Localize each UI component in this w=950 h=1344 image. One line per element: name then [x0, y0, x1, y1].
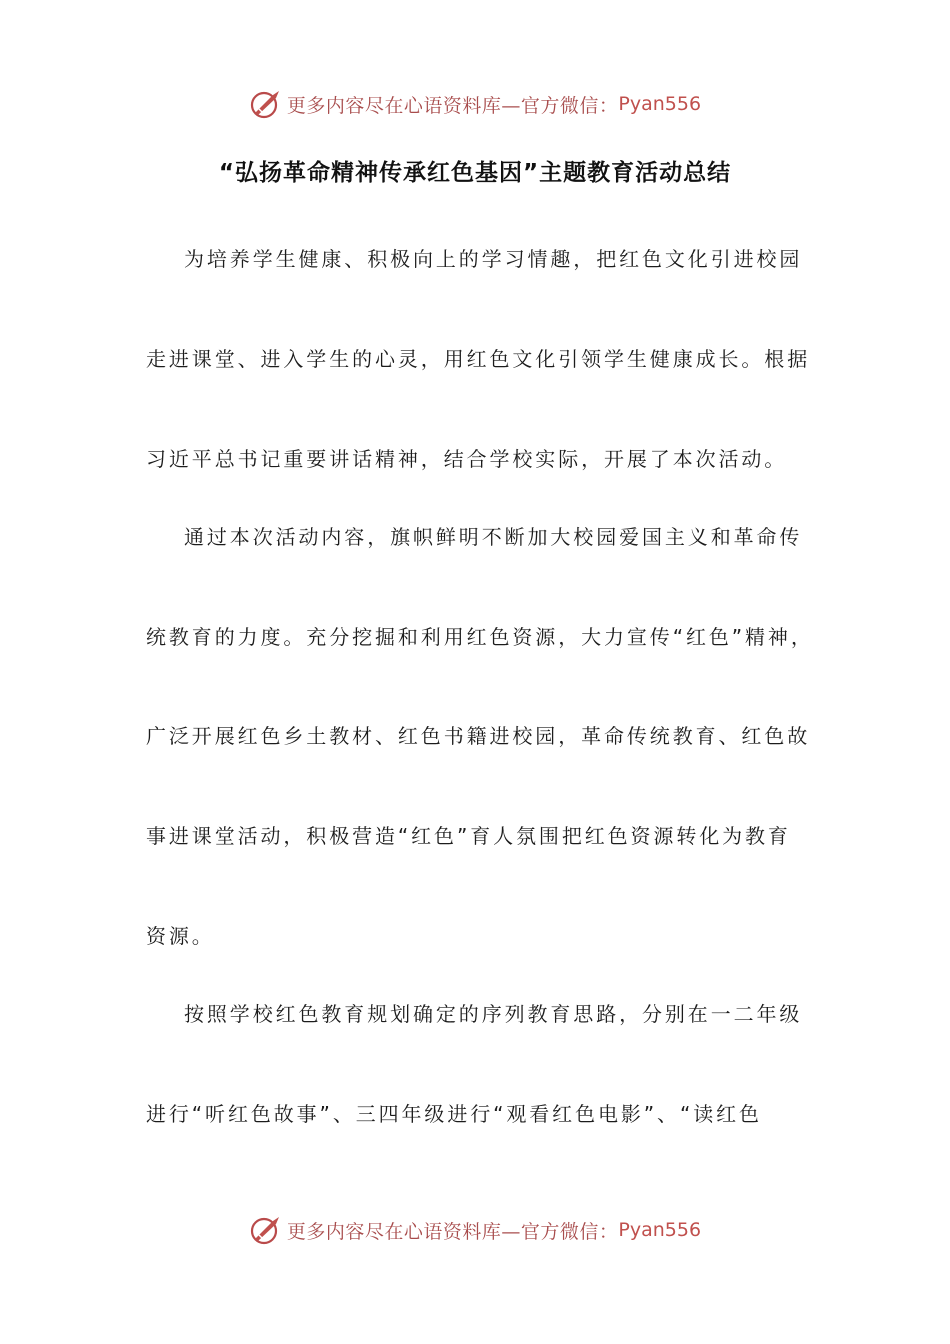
footer-banner	[0, 1210, 950, 1250]
paragraph-line: 资源。	[146, 924, 215, 948]
pen-logo-icon	[249, 1213, 283, 1247]
document-title: “弘扬革命精神传承红色基因”主题教育活动总结	[218, 160, 732, 186]
header-banner	[0, 84, 950, 124]
paragraph-line: 习近平总书记重要讲话精神，结合学校实际，开展了本次活动。	[146, 447, 788, 471]
paragraph-line: 为培养学生健康、积极向上的学习情趣，把红色文化引进校园	[184, 247, 803, 271]
paragraph-line: 通过本次活动内容，旗帜鲜明不断加大校园爱国主义和革命传	[184, 525, 803, 549]
paragraph-line: 进行“听红色故事”、三四年级进行“观看红色电影”、“读红色	[146, 1102, 762, 1126]
paragraph-line: 事进课堂活动，积极营造“红色”育人氛围把红色资源转化为教育	[146, 824, 791, 848]
paragraph-line: 广泛开展红色乡土教材、红色书籍进校园，革命传统教育、红色故	[146, 724, 811, 748]
banner-text: 更多内容尽在心语资料库—官方微信：	[286, 1220, 619, 1243]
banner-wechat-id: Pyan556	[618, 93, 702, 115]
banner-text: 更多内容尽在心语资料库—官方微信：	[286, 94, 619, 117]
pen-logo-icon	[249, 87, 283, 121]
paragraph-line: 按照学校红色教育规划确定的序列教育思路，分别在一二年级	[184, 1002, 803, 1026]
banner-wechat-id: Pyan556	[618, 1219, 702, 1241]
paragraph-line: 统教育的力度。充分挖掘和利用红色资源，大力宣传“红色”精神，	[146, 625, 814, 649]
paragraph-line: 走进课堂、进入学生的心灵，用红色文化引领学生健康成长。根据	[146, 347, 811, 371]
